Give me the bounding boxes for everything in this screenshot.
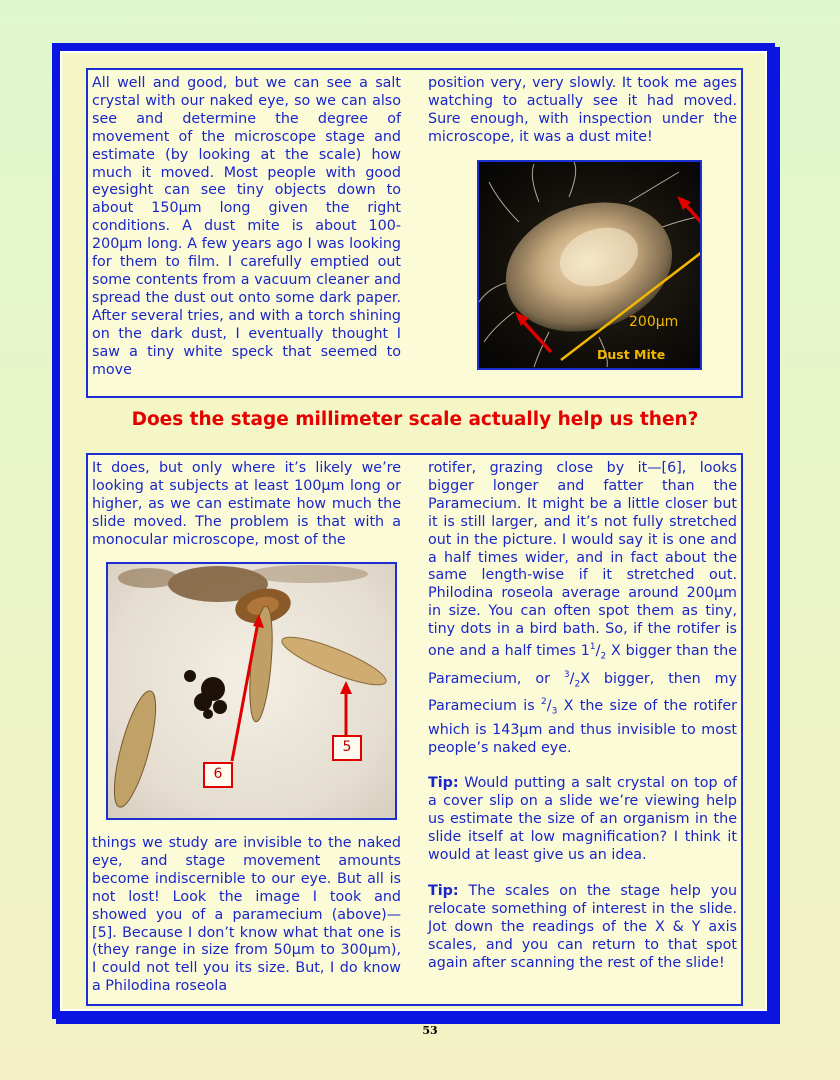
scale-bar-label: 200µm [629,314,679,330]
dust-mite-illustration [479,162,700,368]
frame-shadow-bottom [56,1015,780,1024]
stage-scale-paragraph-1: It does, but only where it’s likely we’re looking at subjects at least 100µm long or higher, as we can estimate how much the slide moved. The problem is that with a monocular microscope, most of the [92,460,401,548]
times-a-text: X bigger than the Paramecium, or [428,642,737,687]
paramecium-left [108,687,164,810]
callout-label-5: 5 [332,735,362,761]
fraction-a-numerator: 1 [589,642,596,653]
stage-scale-text-col1-bottom [92,835,401,996]
fraction-c-numerator: 2 [541,697,547,708]
frame-shadow-right [771,47,780,1024]
mite-arrow-top [683,202,700,240]
fraction-a-denominator: 2 [600,651,607,662]
tip-2 [428,883,737,973]
tip-1-text: Would putting a salt crystal on top of a cover slip on a slide we’re viewing help us estimate the size of an organism in the slide itself at low magnification? I think it would at least give us an idea. [428,775,737,864]
dust-mite-text-col1 [92,75,401,379]
fraction-c-denominator: 3 [551,706,558,717]
paramecium-5 [278,629,391,693]
section-heading: Does the stage millimeter scale actually help us then? [131,409,699,430]
tip-2-text: The scales on the stage help you relocate something of interest in the slide. Jot down the readings of the X & Y axis scales, and you can return to that spot again after scanning the rest of the slide! [428,883,738,971]
paramecium-rotifer-photo [106,562,397,820]
stage-scale-paragraph-2: things we study are invisible to the naked eye, and stage movement amounts become indiscernible to our eye. But all is not lost! Look the image I took and showed you of a paramecium (above)—[5]. Because I don’t know what that one is (they range in size from 50µm to 300µm), I could not tell you its size. But, I do know a Philodina roseola [92,835,401,995]
rotifer-text: rotifer, grazing close by it—[6], looks bigger longer and fatter than the Paramecium. It might be a little closer but it is still larger, and it’s not fully stretched out in the picture. I would say it is one and a half times wider, and in fact about the same length-wise if it stretched out. Philodina roseola average around 200µm in size. You can often spot them as tiny, tiny dots in a bird bath. So, if the rotifer is one and a half times [428,460,737,659]
tip-1 [428,775,737,865]
fraction-b-denominator: 2 [574,679,581,690]
tip-2-label: Tip: [428,883,459,899]
stage-scale-text-col1-top [92,460,401,550]
dust-mite-photo [477,160,702,370]
times-b-text: X bigger, then my Paramecium is [428,670,738,714]
page-number: 53 [422,1024,438,1037]
size-conclusion-text: X the size of the rotifer which is 143µm and thus invisible to most people’s naked eye. [428,697,738,756]
dust-mite-paragraph-1: All well and good, but we can see a salt crystal with our naked eye, so we can also see and determine the degree of movement of the microscope stage and estimate (by looking at the scale) how much it moved. Most people with good eyesight can see tiny objects down to about 150µm long given the right conditions. A dust mite is about 100-200µm long. A few years ago I was looking for them to film. I carefully emptied out some contents from a vacuum cleaner and spread the dust out onto some dark paper. After several tries, and with a torch shining on the dark dust, I eventually thought I saw a tiny white speck that seemed to move [92,75,401,378]
fraction-b-numerator: 3 [563,669,570,680]
callout-label-6: 6 [203,762,233,788]
dust-mite-text-col2 [428,75,737,147]
microscope-illustration [108,564,395,818]
dust-mite-caption: Dust Mite [597,347,666,362]
dust-mite-paragraph-2: position very, very slowly. It took me ages watching to actually see it had moved. Sure enough, with inspection under the microscope, it was a dust mite! [428,75,737,145]
stage-scale-text-col2 [428,460,737,973]
fraction-a-whole: 1 [580,642,590,659]
arrow-5-head [340,681,352,694]
rotifer-paragraph: rotifer, grazing close by it—[6], looks bigger longer and fatter than the Paramecium. It might be a little closer but it is still larger, and it’s not fully stretched out in the picture. I would say it is one and a half times wider, and in fact about the same length-wise if it stretched out. Philodina roseola average around 200µm in size. You can often spot them as tiny, tiny dots in a bird bath. So, if the rotifer is one and a half times $1^1/_2$ X bigger than the Paramecium, or $^3/_2X$ bigger, then my Paramecium is $^2/_3$ X the size of the rotifer which is 143µm and thus invisible to most people’s naked eye. [428,460,738,756]
tip-1-label: Tip: [428,775,459,792]
